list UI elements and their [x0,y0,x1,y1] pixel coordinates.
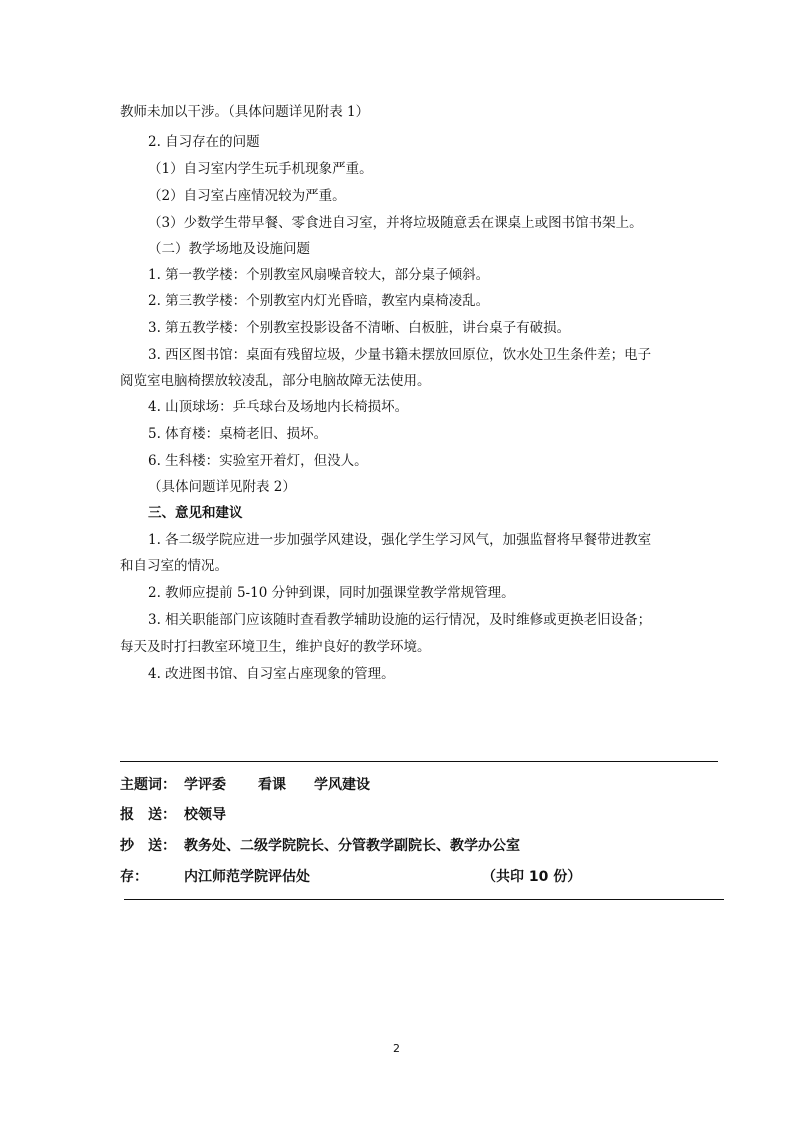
body-line: 4. 改进图书馆、自习室占座现象的管理。 [148,666,395,682]
copies-note: （共印 10 份） [482,869,582,885]
report-label: 报 送： [120,807,176,823]
body-line: 2. 教师应提前 5-10 分钟到课，同时加强课堂教学常规管理。 [148,585,515,601]
body-line: 4. 山顶球场：乒乓球台及场地内长椅损坏。 [148,399,409,415]
report-value: 校领导 [184,807,226,823]
body-line: 1. 各二级学院应进一步加强学风建设，强化学生学习风气，加强监督将早餐带进教室 [148,532,652,548]
archive-value: 内江师范学院评估处 [184,869,310,885]
section-heading: 2. 自习存在的问题 [148,134,260,150]
subject-term: 学风建设 [314,777,370,793]
body-line: 6. 生科楼：实验室开着灯，但没人。 [148,453,368,469]
body-line: （2）自习室占座情况较为严重。 [148,188,346,204]
body-line: 阅览室电脑椅摆放较凌乱，部分电脑故障无法使用。 [120,373,431,389]
footer-top-rule [120,761,718,762]
body-line: 3. 相关职能部门应该随时查看教学辅助设施的运行情况，及时维修或更换老旧设备； [148,612,652,628]
body-line: 3. 西区图书馆：桌面有残留垃圾，少量书籍未摆放回原位，饮水处卫生条件差；电子 [148,347,652,363]
body-line: 5. 体育楼：桌椅老旧、损坏。 [148,426,328,442]
copy-label: 抄 送： [120,838,176,854]
body-line: 2. 第三教学楼：个别教室内灯光昏暗，教室内桌椅凌乱。 [148,293,490,309]
body-line: 3. 第五教学楼：个别教室投影设备不清晰、白板脏，讲台桌子有破损。 [148,320,571,336]
copy-value: 教务处、二级学院院长、分管教学副院长、教学办公室 [184,838,520,854]
body-line: 和自习室的情况。 [120,558,228,574]
body-line: （3）少数学生带早餐、零食进自习室，并将垃圾随意丢在课桌上或图书馆书架上。 [148,215,643,231]
section-heading: 三、意见和建议 [148,505,243,521]
footer-bottom-rule [124,899,724,900]
body-line: （1）自习室内学生玩手机现象严重。 [148,161,373,177]
archive-label: 存： [120,869,148,885]
body-line: （具体问题详见附表 2） [148,479,296,495]
subject-label: 主题词： [120,777,176,793]
subject-term: 学评委 [184,777,226,793]
body-line: 教师未加以干涉。（具体问题详见附表 1） [120,104,370,120]
body-line: 每天及时打扫教室环境卫生，维护良好的教学环境。 [120,639,431,655]
section-heading: （二）教学场地及设施问题 [148,241,310,257]
page-number: 2 [393,1042,400,1055]
body-line: 1. 第一教学楼：个别教室风扇噪音较大，部分桌子倾斜。 [148,267,490,283]
subject-term: 看课 [258,777,286,793]
